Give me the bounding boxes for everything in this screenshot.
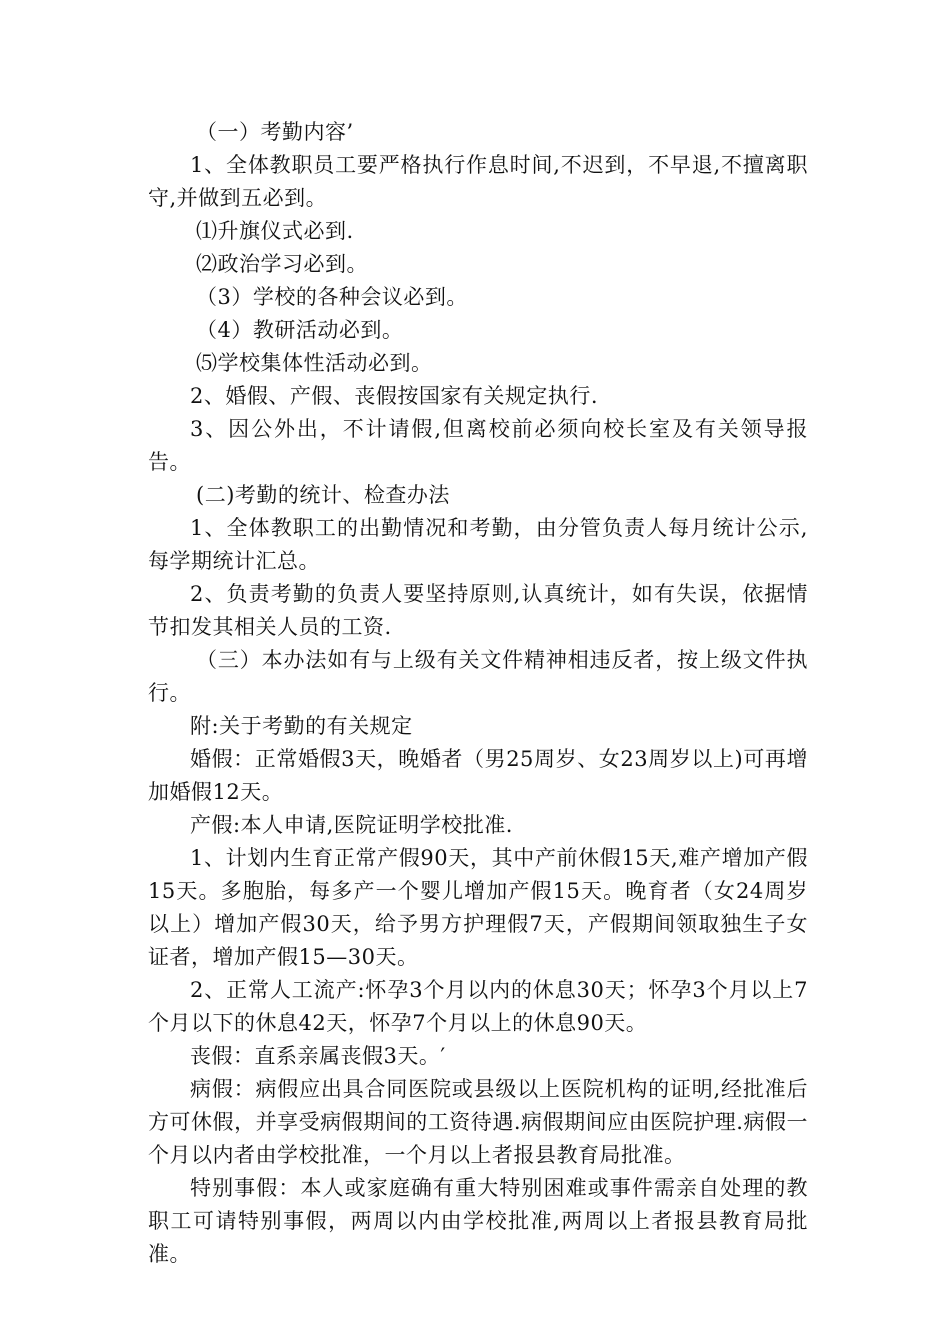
paragraph-statistics-1: 1、全体教职工的出勤情况和考勤，由分管负责人每月统计公示,每学期统计汇总。	[148, 516, 808, 573]
document-body	[148, 116, 808, 1271]
list-item-school-meetings: （3）学校的各种会议必到。	[196, 285, 468, 309]
paragraph-rule-3: 3、因公外出，不计请假,但离校前必须向校长室及有关领导报告。	[148, 417, 808, 474]
list-item-teaching-research: （4）教研活动必到。	[196, 318, 404, 342]
paragraph-sick-leave: 病假：病假应出具合同医院或县级以上医院机构的证明,经批准后方可休假，并享受病假期间的工资待遇.病假期间应由医院护理.病假一个月以内者由学校批准，一个月以上者报县教育局批准。	[148, 1077, 808, 1167]
paragraph-maternity-rule-2: 2、正常人工流产:怀孕3个月以内的休息30天；怀孕3个月以上7个月以下的休息42天，怀孕7个月以上的休息90天。	[148, 978, 808, 1035]
list-item-collective-activities: ⑸学校集体性活动必到。	[196, 351, 433, 375]
paragraph-maternity-leave: 产假:本人申请,医院证明学校批准.	[190, 813, 513, 837]
list-item-political-study: ⑵政治学习必到。	[196, 252, 368, 276]
paragraph-rule-2: 2、婚假、产假、丧假按国家有关规定执行.	[190, 384, 599, 408]
paragraph-marriage-leave: 婚假：正常婚假3天，晚婚者（男25周岁、女23周岁以上)可再增加婚假12天。	[148, 747, 808, 804]
paragraph-special-leave: 特别事假：本人或家庭确有重大特别困难或事件需亲自处理的教职工可请特别事假，两周以内由学校批准,两周以上者报县教育局批准。	[148, 1176, 808, 1266]
appendix-heading: 附:关于考勤的有关规定	[190, 714, 413, 738]
list-item-flag-ceremony: ⑴升旗仪式必到.	[196, 219, 354, 243]
paragraph-maternity-rule-1: 1、计划内生育正常产假90天，其中产前休假15天,难产增加产假15天。多胞胎，每多产一个婴儿增加产假15天。晚育者（女24周岁以上）增加产假30天，给予男方护理假7天，产假期间领取独生子女证者，增加产假15—30天。	[148, 846, 808, 969]
paragraph-rule-1: 1、全体教职员工要严格执行作息时间,不迟到，不早退,不擅离职守,并做到五必到。	[148, 153, 808, 210]
paragraph-statistics-2: 2、负责考勤的负责人要坚持原则,认真统计，如有失误，依据情节扣发其相关人员的工资.	[148, 582, 808, 639]
section-heading-statistics: (二)考勤的统计、检查办法	[196, 483, 450, 507]
section-heading-attendance-content: （一）考勤内容’	[196, 120, 354, 144]
paragraph-bereavement-leave: 丧假：直系亲属丧假3天。′	[190, 1044, 446, 1068]
section-heading-superior-rules: （三）本办法如有与上级有关文件精神相违反者，按上级文件执行。	[148, 648, 808, 705]
